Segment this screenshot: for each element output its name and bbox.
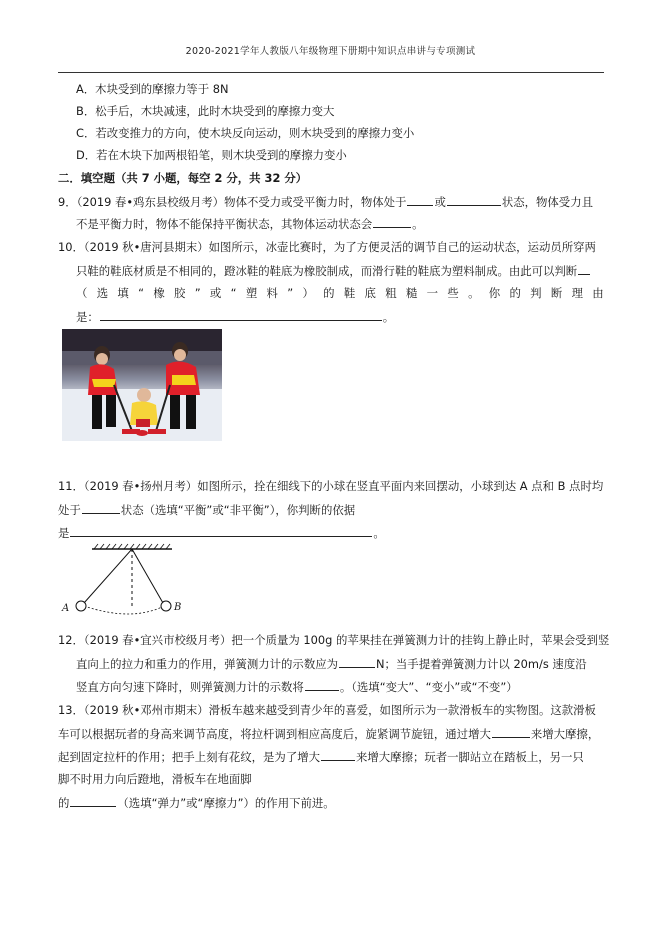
q12-text-2a: 直向上的拉力和重力的作用，弹簧测力计的示数应为	[76, 657, 338, 671]
option-a: A．木块受到的摩擦力等于 8N	[76, 82, 229, 96]
q12-blank-1[interactable]	[339, 656, 375, 668]
q9-blank-2[interactable]	[447, 194, 501, 206]
q12-line2	[76, 656, 587, 671]
q12-line1: 12．（2019 春•宜兴市校级月考）把一个质量为 100g 的苹果挂在弹簧测力计的挂钩上静止时，苹果会受到竖	[58, 633, 610, 647]
q13-text-3a: 起到固定拉杆的作用；把手上刻有花纹，是为了增大	[58, 750, 320, 764]
option-c: C．若改变推力的方向，使木块反向运动，则木块受到的摩擦力变小	[76, 126, 415, 140]
q13-blank-3[interactable]	[70, 795, 116, 807]
q10-text-2: 只鞋的鞋底材质是不相同的，蹬冰鞋的鞋底为橡胶制成，而滑行鞋的鞋底为塑料制成。由此可以判断	[76, 264, 578, 278]
q13-text-5b: （选填“弹力”或“摩擦力”）的作用下前进。	[117, 796, 335, 810]
pendulum-diagram	[60, 540, 200, 620]
q10-text-4a: 是：	[76, 310, 99, 324]
q12-text-2b: N；当手提着弹簧测力计以 20m/s 速度沿	[376, 657, 587, 671]
q10-char: 或	[209, 286, 222, 300]
q10-char: 断	[550, 286, 563, 300]
pendulum-label-b: B	[174, 602, 182, 613]
q11-line1: 11．（2019 春•扬州月考）如图所示，拴在细线下的小球在竖直平面内来回摆动，小球到达 A 点和 B 点时均	[58, 479, 604, 493]
q12-text-3a: 竖直方向匀速下降时，则弹簧测力计的示数将	[76, 680, 304, 694]
q11-blank-2[interactable]	[70, 525, 372, 537]
q10-char: ”	[287, 286, 294, 300]
q9-line1	[58, 194, 593, 209]
q10-char: 选	[96, 286, 109, 300]
q9-blank-3[interactable]	[373, 216, 411, 228]
q10-char: 理	[571, 286, 583, 300]
q10-char: 胶	[174, 286, 186, 300]
q13-line5	[58, 795, 335, 810]
q9-text-d: 不是平衡力时，物体不能保持平衡状态，其物体运动状态会	[76, 217, 373, 231]
page-header: 2020-2021学年人教版八年级物理下册期中知识点串讲与专项测试	[185, 46, 476, 57]
q12-line3	[76, 679, 518, 694]
option-d: D．若在木块下加两根铅笔，则木块受到的摩擦力变小	[76, 148, 347, 162]
q10-char: 由	[592, 286, 604, 300]
q11-text-3a: 是	[58, 526, 70, 540]
q13-blank-1[interactable]	[492, 726, 530, 738]
q10-char: 的	[323, 286, 335, 300]
option-b: B．松手后，木块减速，此时木块受到的摩擦力变大	[76, 104, 335, 118]
q10-char: 粗	[385, 286, 397, 300]
q13-line2	[58, 726, 599, 741]
q9-blank-1[interactable]	[407, 194, 433, 206]
q10-blank-1[interactable]	[578, 263, 590, 275]
q10-char: 橡	[153, 286, 165, 300]
q10-char: 。	[468, 286, 480, 300]
q13-line4: 脚不时用力向后蹬地，滑板车在地面脚	[58, 772, 252, 786]
q10-text-4b: 。	[382, 310, 395, 324]
header-divider	[58, 72, 604, 73]
q10-blank-2[interactable]	[100, 309, 382, 321]
q13-text-2b: 来增大摩擦，	[530, 727, 600, 741]
q10-char: “	[230, 286, 237, 300]
q13-text-3b: 来增大摩擦；玩者一脚站立在踏板上，另一只	[356, 750, 584, 764]
q12-blank-2[interactable]	[305, 679, 339, 691]
q10-line4	[76, 309, 394, 324]
q13-line1: 13．（2019 秋•邓州市期末）滑板车越来越受到青少年的喜爱，如图所示为一款滑板车的实物图。这款滑板	[58, 703, 596, 717]
q11-blank-1[interactable]	[82, 502, 120, 514]
q10-char: 些	[447, 286, 459, 300]
q13-text-2a: 车可以根据玩者的身高来调节高度，将拉杆调到相应高度后，旋紧调节旋钮，通过增大	[58, 727, 491, 741]
q10-char: （	[76, 286, 88, 300]
q9-text-c: 状态，物体受力且	[501, 195, 593, 209]
q10-char: 你	[488, 286, 501, 300]
q10-char: 底	[364, 286, 376, 300]
q10-line3	[76, 286, 604, 300]
q11-text-2b: 状态（选填“平衡”或“非平衡”），你判断的依据	[120, 503, 356, 517]
q10-char: 一	[426, 286, 439, 300]
q9-text-e: 。	[412, 217, 424, 231]
q12-text-3b: 。（选填“变大”、“变小”或“不变”）	[339, 680, 518, 694]
q11-line3	[58, 525, 385, 540]
q13-line3	[58, 749, 584, 764]
q10-line1: 10．（2019 秋•唐河县期末）如图所示，冰壶比赛时，为了方便灵活的调节自己的运动状态，运动员所穿两	[58, 240, 596, 254]
q10-char: 料	[266, 286, 278, 300]
q10-char: 糙	[405, 286, 418, 300]
q9-text-b: 或	[434, 195, 446, 209]
q10-char: ）	[302, 286, 314, 300]
q10-char: 填	[117, 286, 129, 300]
q9-text-a: 9．（2019 春•鸡东县校级月考）物体不受力或受平衡力时，物体处于	[58, 195, 407, 209]
q10-char: 判	[530, 286, 542, 300]
q10-char: 鞋	[343, 286, 356, 300]
q10-char: “	[138, 286, 145, 300]
q13-blank-2[interactable]	[321, 749, 355, 761]
section-title: 二．填空题（共 7 小题，每空 2 分，共 32 分）	[58, 171, 308, 185]
q9-line2	[76, 216, 424, 231]
q10-line2	[76, 263, 591, 278]
q10-char: 塑	[245, 286, 258, 300]
curling-photo	[62, 329, 222, 441]
q11-text-3b: 。	[373, 526, 385, 540]
q11-text-2a: 处于	[58, 503, 81, 517]
pendulum-label-a: A	[62, 603, 70, 614]
q13-text-5a: 的	[58, 796, 70, 810]
q11-line2	[58, 502, 355, 517]
q10-char: ”	[194, 286, 201, 300]
q10-char: 的	[509, 286, 521, 300]
